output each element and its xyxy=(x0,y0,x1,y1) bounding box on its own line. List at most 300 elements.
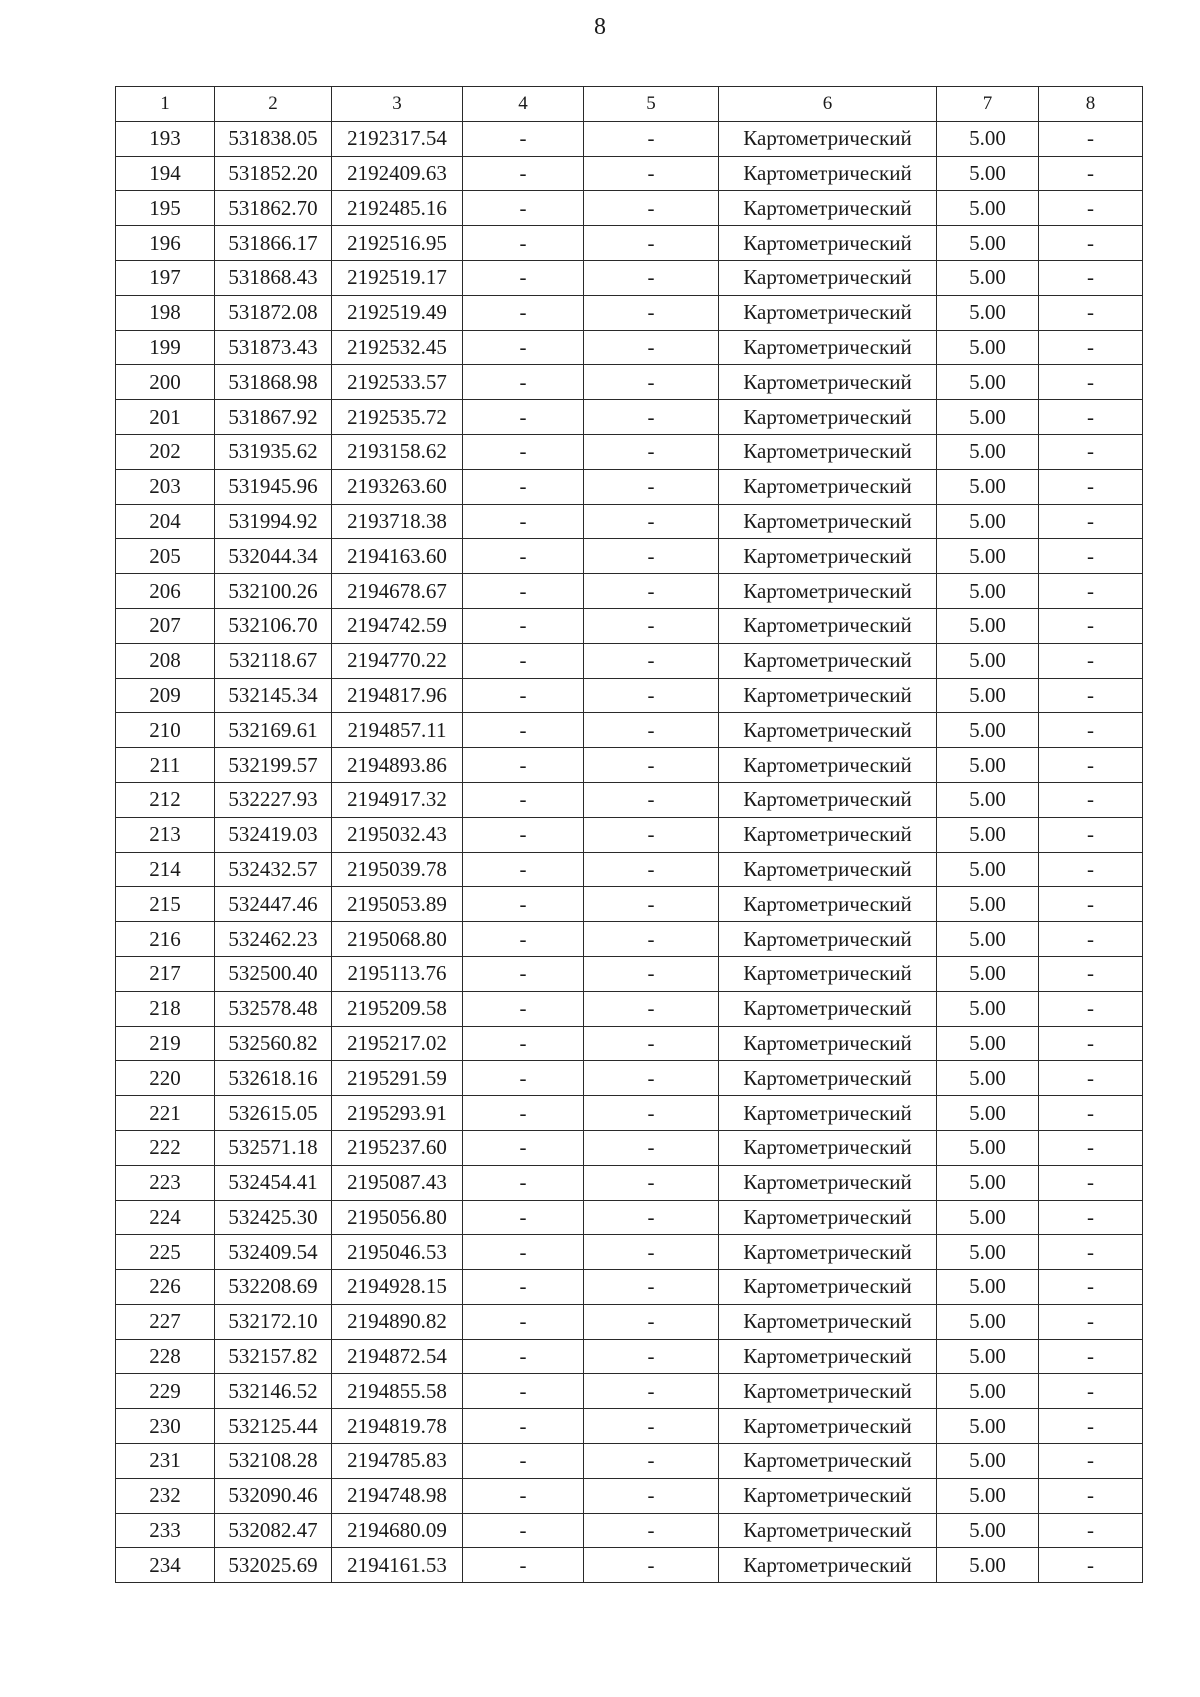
method-cell: Картометрический xyxy=(719,678,937,713)
accuracy-cell: 5.00 xyxy=(937,1339,1039,1374)
y-coordinate-cell: 2195053.89 xyxy=(332,887,463,922)
accuracy-cell: 5.00 xyxy=(937,574,1039,609)
x-coordinate-cell: 531994.92 xyxy=(215,504,332,539)
point-number-cell: 230 xyxy=(116,1409,215,1444)
x-coordinate-cell: 532172.10 xyxy=(215,1304,332,1339)
column-8-cell: - xyxy=(1039,574,1143,609)
point-number-cell: 207 xyxy=(116,608,215,643)
method-cell: Картометрический xyxy=(719,852,937,887)
column-5-cell: - xyxy=(584,1200,719,1235)
accuracy-cell: 5.00 xyxy=(937,782,1039,817)
x-coordinate-cell: 532425.30 xyxy=(215,1200,332,1235)
y-coordinate-cell: 2195039.78 xyxy=(332,852,463,887)
point-number-cell: 217 xyxy=(116,956,215,991)
column-header: 2 xyxy=(215,87,332,122)
point-number-cell: 205 xyxy=(116,539,215,574)
point-number-cell: 224 xyxy=(116,1200,215,1235)
accuracy-cell: 5.00 xyxy=(937,852,1039,887)
y-coordinate-cell: 2192535.72 xyxy=(332,400,463,435)
x-coordinate-cell: 532560.82 xyxy=(215,1026,332,1061)
method-cell: Картометрический xyxy=(719,1165,937,1200)
column-8-cell: - xyxy=(1039,295,1143,330)
point-number-cell: 199 xyxy=(116,330,215,365)
table-row xyxy=(116,608,1143,643)
column-5-cell: - xyxy=(584,1304,719,1339)
point-number-cell: 228 xyxy=(116,1339,215,1374)
y-coordinate-cell: 2195087.43 xyxy=(332,1165,463,1200)
accuracy-cell: 5.00 xyxy=(937,608,1039,643)
accuracy-cell: 5.00 xyxy=(937,1374,1039,1409)
point-number-cell: 206 xyxy=(116,574,215,609)
column-8-cell: - xyxy=(1039,469,1143,504)
point-number-cell: 232 xyxy=(116,1478,215,1513)
table-row xyxy=(116,852,1143,887)
table-row xyxy=(116,991,1143,1026)
column-4-cell: - xyxy=(463,1339,584,1374)
x-coordinate-cell: 532618.16 xyxy=(215,1061,332,1096)
accuracy-cell: 5.00 xyxy=(937,434,1039,469)
y-coordinate-cell: 2194872.54 xyxy=(332,1339,463,1374)
column-5-cell: - xyxy=(584,191,719,226)
column-header: 1 xyxy=(116,87,215,122)
table-row xyxy=(116,1409,1143,1444)
accuracy-cell: 5.00 xyxy=(937,121,1039,156)
point-number-cell: 223 xyxy=(116,1165,215,1200)
accuracy-cell: 5.00 xyxy=(937,1096,1039,1131)
method-cell: Картометрический xyxy=(719,434,937,469)
table-row xyxy=(116,817,1143,852)
x-coordinate-cell: 532125.44 xyxy=(215,1409,332,1444)
column-8-cell: - xyxy=(1039,713,1143,748)
x-coordinate-cell: 532432.57 xyxy=(215,852,332,887)
method-cell: Картометрический xyxy=(719,295,937,330)
accuracy-cell: 5.00 xyxy=(937,295,1039,330)
x-coordinate-cell: 532025.69 xyxy=(215,1548,332,1583)
y-coordinate-cell: 2193718.38 xyxy=(332,504,463,539)
column-4-cell: - xyxy=(463,1165,584,1200)
point-number-cell: 226 xyxy=(116,1270,215,1305)
accuracy-cell: 5.00 xyxy=(937,678,1039,713)
method-cell: Картометрический xyxy=(719,1548,937,1583)
method-cell: Картометрический xyxy=(719,1200,937,1235)
accuracy-cell: 5.00 xyxy=(937,1513,1039,1548)
method-cell: Картометрический xyxy=(719,991,937,1026)
column-5-cell: - xyxy=(584,713,719,748)
column-8-cell: - xyxy=(1039,782,1143,817)
column-8-cell: - xyxy=(1039,678,1143,713)
accuracy-cell: 5.00 xyxy=(937,1165,1039,1200)
column-5-cell: - xyxy=(584,782,719,817)
method-cell: Картометрический xyxy=(719,121,937,156)
x-coordinate-cell: 531873.43 xyxy=(215,330,332,365)
page-number: 8 xyxy=(594,14,606,40)
method-cell: Картометрический xyxy=(719,191,937,226)
y-coordinate-cell: 2194893.86 xyxy=(332,748,463,783)
column-8-cell: - xyxy=(1039,643,1143,678)
method-cell: Картометрический xyxy=(719,1130,937,1165)
point-number-cell: 198 xyxy=(116,295,215,330)
table-row xyxy=(116,400,1143,435)
column-5-cell: - xyxy=(584,295,719,330)
column-5-cell: - xyxy=(584,1409,719,1444)
accuracy-cell: 5.00 xyxy=(937,191,1039,226)
table-row xyxy=(116,1061,1143,1096)
column-8-cell: - xyxy=(1039,1026,1143,1061)
y-coordinate-cell: 2194770.22 xyxy=(332,643,463,678)
x-coordinate-cell: 532146.52 xyxy=(215,1374,332,1409)
column-5-cell: - xyxy=(584,1096,719,1131)
x-coordinate-cell: 532419.03 xyxy=(215,817,332,852)
accuracy-cell: 5.00 xyxy=(937,887,1039,922)
table-row xyxy=(116,365,1143,400)
column-8-cell: - xyxy=(1039,1096,1143,1131)
y-coordinate-cell: 2192532.45 xyxy=(332,330,463,365)
column-5-cell: - xyxy=(584,226,719,261)
accuracy-cell: 5.00 xyxy=(937,713,1039,748)
column-5-cell: - xyxy=(584,1478,719,1513)
column-8-cell: - xyxy=(1039,434,1143,469)
column-8-cell: - xyxy=(1039,1304,1143,1339)
point-number-cell: 212 xyxy=(116,782,215,817)
x-coordinate-cell: 532145.34 xyxy=(215,678,332,713)
table-row xyxy=(116,678,1143,713)
column-4-cell: - xyxy=(463,852,584,887)
y-coordinate-cell: 2195209.58 xyxy=(332,991,463,1026)
y-coordinate-cell: 2195068.80 xyxy=(332,922,463,957)
point-number-cell: 202 xyxy=(116,434,215,469)
column-8-cell: - xyxy=(1039,226,1143,261)
column-4-cell: - xyxy=(463,1026,584,1061)
table-row xyxy=(116,956,1143,991)
column-5-cell: - xyxy=(584,1374,719,1409)
x-coordinate-cell: 532447.46 xyxy=(215,887,332,922)
point-number-cell: 216 xyxy=(116,922,215,957)
column-8-cell: - xyxy=(1039,121,1143,156)
column-8-cell: - xyxy=(1039,956,1143,991)
column-4-cell: - xyxy=(463,678,584,713)
x-coordinate-cell: 532169.61 xyxy=(215,713,332,748)
point-number-cell: 209 xyxy=(116,678,215,713)
x-coordinate-cell: 532118.67 xyxy=(215,643,332,678)
column-4-cell: - xyxy=(463,1270,584,1305)
method-cell: Картометрический xyxy=(719,1339,937,1374)
y-coordinate-cell: 2195113.76 xyxy=(332,956,463,991)
column-8-cell: - xyxy=(1039,504,1143,539)
column-8-cell: - xyxy=(1039,1339,1143,1374)
column-4-cell: - xyxy=(463,574,584,609)
point-number-cell: 222 xyxy=(116,1130,215,1165)
column-5-cell: - xyxy=(584,922,719,957)
column-8-cell: - xyxy=(1039,260,1143,295)
y-coordinate-cell: 2194161.53 xyxy=(332,1548,463,1583)
point-number-cell: 195 xyxy=(116,191,215,226)
y-coordinate-cell: 2194163.60 xyxy=(332,539,463,574)
method-cell: Картометрический xyxy=(719,887,937,922)
accuracy-cell: 5.00 xyxy=(937,539,1039,574)
point-number-cell: 193 xyxy=(116,121,215,156)
column-5-cell: - xyxy=(584,539,719,574)
table-row xyxy=(116,330,1143,365)
method-cell: Картометрический xyxy=(719,748,937,783)
x-coordinate-cell: 532100.26 xyxy=(215,574,332,609)
y-coordinate-cell: 2193263.60 xyxy=(332,469,463,504)
accuracy-cell: 5.00 xyxy=(937,1548,1039,1583)
column-5-cell: - xyxy=(584,1235,719,1270)
column-8-cell: - xyxy=(1039,1374,1143,1409)
table-row xyxy=(116,1235,1143,1270)
y-coordinate-cell: 2195237.60 xyxy=(332,1130,463,1165)
x-coordinate-cell: 532108.28 xyxy=(215,1444,332,1479)
table-row xyxy=(116,922,1143,957)
column-header: 5 xyxy=(584,87,719,122)
point-number-cell: 197 xyxy=(116,260,215,295)
y-coordinate-cell: 2194855.58 xyxy=(332,1374,463,1409)
column-4-cell: - xyxy=(463,643,584,678)
column-4-cell: - xyxy=(463,1548,584,1583)
table-row xyxy=(116,1026,1143,1061)
method-cell: Картометрический xyxy=(719,817,937,852)
column-5-cell: - xyxy=(584,469,719,504)
column-4-cell: - xyxy=(463,469,584,504)
column-8-cell: - xyxy=(1039,365,1143,400)
x-coordinate-cell: 532208.69 xyxy=(215,1270,332,1305)
column-8-cell: - xyxy=(1039,922,1143,957)
accuracy-cell: 5.00 xyxy=(937,1061,1039,1096)
column-8-cell: - xyxy=(1039,1444,1143,1479)
table-row xyxy=(116,1548,1143,1583)
x-coordinate-cell: 531872.08 xyxy=(215,295,332,330)
table-row xyxy=(116,1444,1143,1479)
accuracy-cell: 5.00 xyxy=(937,1200,1039,1235)
column-4-cell: - xyxy=(463,782,584,817)
point-number-cell: 234 xyxy=(116,1548,215,1583)
column-8-cell: - xyxy=(1039,991,1143,1026)
y-coordinate-cell: 2192409.63 xyxy=(332,156,463,191)
x-coordinate-cell: 532199.57 xyxy=(215,748,332,783)
point-number-cell: 194 xyxy=(116,156,215,191)
x-coordinate-cell: 532106.70 xyxy=(215,608,332,643)
point-number-cell: 218 xyxy=(116,991,215,1026)
point-number-cell: 225 xyxy=(116,1235,215,1270)
x-coordinate-cell: 532578.48 xyxy=(215,991,332,1026)
point-number-cell: 208 xyxy=(116,643,215,678)
column-4-cell: - xyxy=(463,1096,584,1131)
x-coordinate-cell: 531868.98 xyxy=(215,365,332,400)
column-5-cell: - xyxy=(584,1165,719,1200)
column-8-cell: - xyxy=(1039,608,1143,643)
column-5-cell: - xyxy=(584,678,719,713)
x-coordinate-cell: 532044.34 xyxy=(215,539,332,574)
accuracy-cell: 5.00 xyxy=(937,504,1039,539)
column-8-cell: - xyxy=(1039,1548,1143,1583)
y-coordinate-cell: 2192317.54 xyxy=(332,121,463,156)
column-4-cell: - xyxy=(463,1374,584,1409)
column-5-cell: - xyxy=(584,1270,719,1305)
accuracy-cell: 5.00 xyxy=(937,991,1039,1026)
method-cell: Картометрический xyxy=(719,504,937,539)
column-4-cell: - xyxy=(463,1130,584,1165)
y-coordinate-cell: 2195056.80 xyxy=(332,1200,463,1235)
column-4-cell: - xyxy=(463,748,584,783)
table-row xyxy=(116,434,1143,469)
table-row xyxy=(116,539,1143,574)
accuracy-cell: 5.00 xyxy=(937,1026,1039,1061)
y-coordinate-cell: 2194785.83 xyxy=(332,1444,463,1479)
accuracy-cell: 5.00 xyxy=(937,1444,1039,1479)
column-4-cell: - xyxy=(463,260,584,295)
accuracy-cell: 5.00 xyxy=(937,748,1039,783)
table-row xyxy=(116,887,1143,922)
x-coordinate-cell: 531867.92 xyxy=(215,400,332,435)
accuracy-cell: 5.00 xyxy=(937,1409,1039,1444)
point-number-cell: 227 xyxy=(116,1304,215,1339)
column-4-cell: - xyxy=(463,1235,584,1270)
y-coordinate-cell: 2194819.78 xyxy=(332,1409,463,1444)
coordinates-table xyxy=(115,86,1143,1583)
point-number-cell: 210 xyxy=(116,713,215,748)
column-8-cell: - xyxy=(1039,852,1143,887)
point-number-cell: 196 xyxy=(116,226,215,261)
method-cell: Картометрический xyxy=(719,1026,937,1061)
column-4-cell: - xyxy=(463,1478,584,1513)
column-8-cell: - xyxy=(1039,400,1143,435)
column-5-cell: - xyxy=(584,1026,719,1061)
column-8-cell: - xyxy=(1039,156,1143,191)
table-row xyxy=(116,1165,1143,1200)
x-coordinate-cell: 531838.05 xyxy=(215,121,332,156)
table-row xyxy=(116,748,1143,783)
column-4-cell: - xyxy=(463,121,584,156)
y-coordinate-cell: 2192516.95 xyxy=(332,226,463,261)
x-coordinate-cell: 531945.96 xyxy=(215,469,332,504)
x-coordinate-cell: 532500.40 xyxy=(215,956,332,991)
y-coordinate-cell: 2192533.57 xyxy=(332,365,463,400)
x-coordinate-cell: 532454.41 xyxy=(215,1165,332,1200)
column-8-cell: - xyxy=(1039,191,1143,226)
accuracy-cell: 5.00 xyxy=(937,1304,1039,1339)
y-coordinate-cell: 2194928.15 xyxy=(332,1270,463,1305)
column-5-cell: - xyxy=(584,852,719,887)
column-5-cell: - xyxy=(584,434,719,469)
column-8-cell: - xyxy=(1039,817,1143,852)
column-5-cell: - xyxy=(584,643,719,678)
x-coordinate-cell: 532462.23 xyxy=(215,922,332,957)
point-number-cell: 215 xyxy=(116,887,215,922)
table-row xyxy=(116,156,1143,191)
column-4-cell: - xyxy=(463,504,584,539)
method-cell: Картометрический xyxy=(719,469,937,504)
accuracy-cell: 5.00 xyxy=(937,260,1039,295)
method-cell: Картометрический xyxy=(719,1409,937,1444)
accuracy-cell: 5.00 xyxy=(937,1478,1039,1513)
column-8-cell: - xyxy=(1039,1061,1143,1096)
accuracy-cell: 5.00 xyxy=(937,956,1039,991)
column-4-cell: - xyxy=(463,817,584,852)
method-cell: Картометрический xyxy=(719,643,937,678)
point-number-cell: 214 xyxy=(116,852,215,887)
column-8-cell: - xyxy=(1039,887,1143,922)
accuracy-cell: 5.00 xyxy=(937,1270,1039,1305)
x-coordinate-cell: 531935.62 xyxy=(215,434,332,469)
y-coordinate-cell: 2195032.43 xyxy=(332,817,463,852)
column-4-cell: - xyxy=(463,922,584,957)
column-5-cell: - xyxy=(584,1444,719,1479)
method-cell: Картометрический xyxy=(719,539,937,574)
y-coordinate-cell: 2195217.02 xyxy=(332,1026,463,1061)
y-coordinate-cell: 2194890.82 xyxy=(332,1304,463,1339)
point-number-cell: 229 xyxy=(116,1374,215,1409)
point-number-cell: 220 xyxy=(116,1061,215,1096)
column-8-cell: - xyxy=(1039,1270,1143,1305)
column-4-cell: - xyxy=(463,365,584,400)
column-4-cell: - xyxy=(463,400,584,435)
x-coordinate-cell: 532157.82 xyxy=(215,1339,332,1374)
point-number-cell: 200 xyxy=(116,365,215,400)
y-coordinate-cell: 2194680.09 xyxy=(332,1513,463,1548)
method-cell: Картометрический xyxy=(719,1444,937,1479)
table-row xyxy=(116,226,1143,261)
accuracy-cell: 5.00 xyxy=(937,922,1039,957)
method-cell: Картометрический xyxy=(719,365,937,400)
accuracy-cell: 5.00 xyxy=(937,1235,1039,1270)
x-coordinate-cell: 532571.18 xyxy=(215,1130,332,1165)
column-5-cell: - xyxy=(584,156,719,191)
column-5-cell: - xyxy=(584,887,719,922)
column-header: 8 xyxy=(1039,87,1143,122)
point-number-cell: 203 xyxy=(116,469,215,504)
table-body xyxy=(116,121,1143,1582)
point-number-cell: 221 xyxy=(116,1096,215,1131)
table-row xyxy=(116,1374,1143,1409)
column-5-cell: - xyxy=(584,365,719,400)
table-row xyxy=(116,1339,1143,1374)
y-coordinate-cell: 2195291.59 xyxy=(332,1061,463,1096)
column-8-cell: - xyxy=(1039,1513,1143,1548)
y-coordinate-cell: 2192519.49 xyxy=(332,295,463,330)
y-coordinate-cell: 2194742.59 xyxy=(332,608,463,643)
column-5-cell: - xyxy=(584,748,719,783)
column-4-cell: - xyxy=(463,956,584,991)
table-row xyxy=(116,574,1143,609)
method-cell: Картометрический xyxy=(719,922,937,957)
method-cell: Картометрический xyxy=(719,400,937,435)
column-4-cell: - xyxy=(463,156,584,191)
column-4-cell: - xyxy=(463,991,584,1026)
table-row xyxy=(116,1304,1143,1339)
y-coordinate-cell: 2192519.17 xyxy=(332,260,463,295)
column-8-cell: - xyxy=(1039,330,1143,365)
column-8-cell: - xyxy=(1039,539,1143,574)
table-row xyxy=(116,1478,1143,1513)
accuracy-cell: 5.00 xyxy=(937,469,1039,504)
y-coordinate-cell: 2194748.98 xyxy=(332,1478,463,1513)
table-row xyxy=(116,469,1143,504)
method-cell: Картометрический xyxy=(719,782,937,817)
y-coordinate-cell: 2194678.67 xyxy=(332,574,463,609)
column-8-cell: - xyxy=(1039,1200,1143,1235)
column-5-cell: - xyxy=(584,991,719,1026)
column-8-cell: - xyxy=(1039,1235,1143,1270)
accuracy-cell: 5.00 xyxy=(937,226,1039,261)
y-coordinate-cell: 2194917.32 xyxy=(332,782,463,817)
y-coordinate-cell: 2195046.53 xyxy=(332,1235,463,1270)
method-cell: Картометрический xyxy=(719,956,937,991)
method-cell: Картометрический xyxy=(719,1374,937,1409)
column-8-cell: - xyxy=(1039,748,1143,783)
column-4-cell: - xyxy=(463,1409,584,1444)
x-coordinate-cell: 531852.20 xyxy=(215,156,332,191)
table-row xyxy=(116,643,1143,678)
